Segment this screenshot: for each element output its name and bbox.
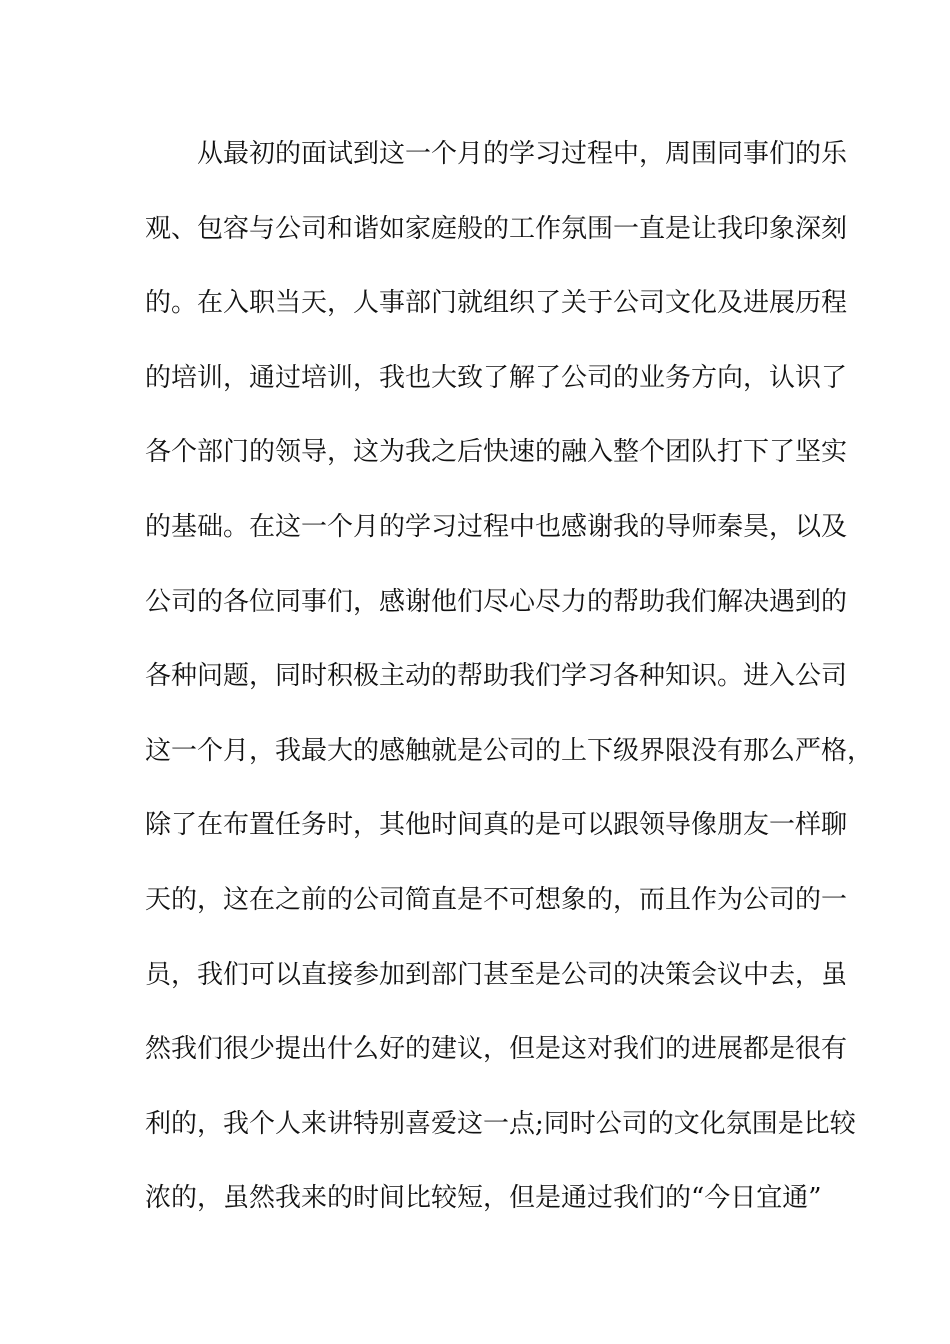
paragraph-line: 这一个月，我最大的感触就是公司的上下级界限没有那么严格， (145, 735, 874, 766)
paragraph-line: 各种问题，同时积极主动的帮助我们学习各种知识。进入公司 (145, 661, 848, 692)
body-paragraph (145, 132, 874, 1251)
paragraph-line: 的基础。在这一个月的学习过程中也感谢我的导师秦昊，以及 (145, 511, 848, 542)
paragraph-line: 利的，我个人来讲特别喜爱这一点;同时公司的文化氛围是比较 (145, 1108, 856, 1139)
paragraph-line: 的。在入职当天，人事部门就组织了关于公司文化及进展历程 (145, 288, 848, 319)
paragraph-line: 员，我们可以直接参加到部门甚至是公司的决策会议中去，虽 (145, 959, 848, 990)
paragraph-line: 公司的各位同事们，感谢他们尽心尽力的帮助我们解决遇到的 (145, 586, 848, 617)
paragraph-line: 浓的，虽然我来的时间比较短，但是通过我们的“今日宜通” (145, 1183, 822, 1214)
paragraph-line: 观、包容与公司和谐如家庭般的工作氛围一直是让我印象深刻 (145, 213, 848, 244)
paragraph-line: 然我们很少提出什么好的建议，但是这对我们的进展都是很有 (145, 1034, 848, 1065)
paragraph-line: 天的，这在之前的公司简直是不可想象的，而且作为公司的一 (145, 884, 848, 915)
paragraph-line: 从最初的面试到这一个月的学习过程中，周围同事们的乐 (197, 139, 848, 169)
paragraph-line: 的培训，通过培训，我也大致了解了公司的业务方向，认识了 (145, 362, 848, 393)
paragraph-line: 各个部门的领导，这为我之后快速的融入整个团队打下了坚实 (145, 437, 848, 468)
paragraph-line: 除了在布置任务时，其他时间真的是可以跟领导像朋友一样聊 (145, 810, 848, 841)
